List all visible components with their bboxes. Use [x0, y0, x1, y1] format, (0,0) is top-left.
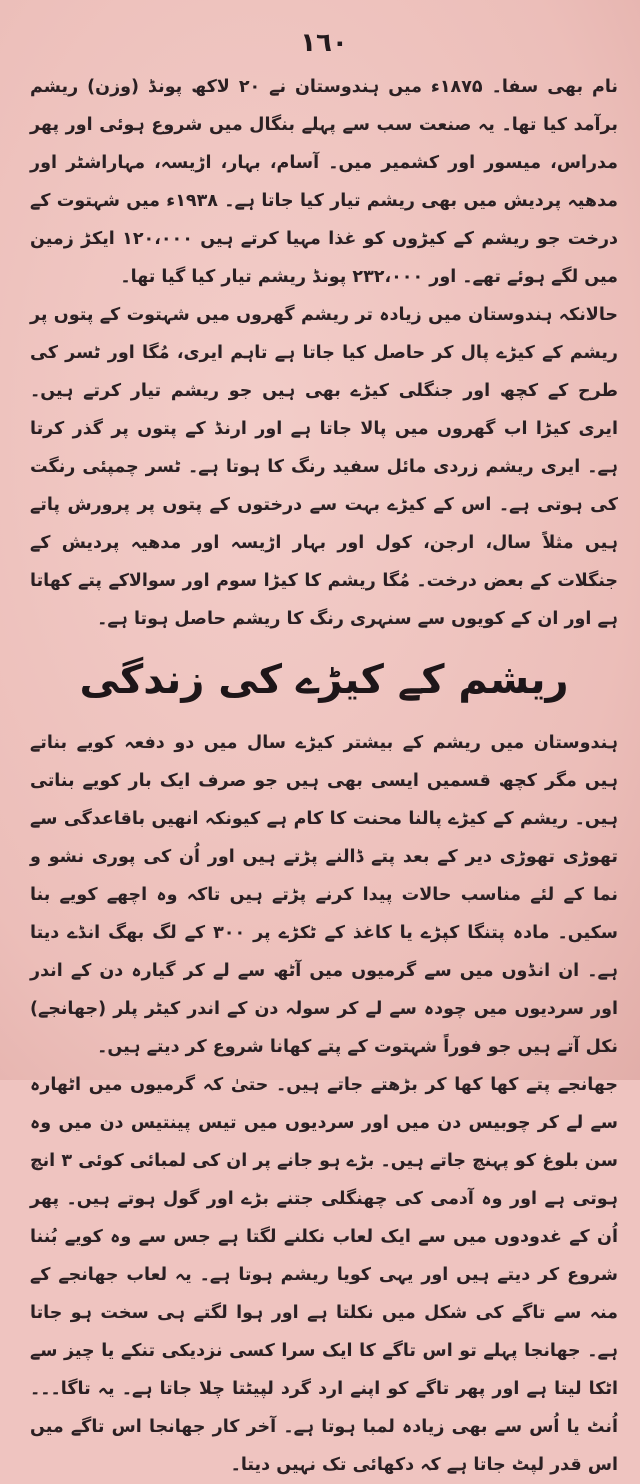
- page-number: ١٦٠: [300, 28, 348, 58]
- section-heading: ریشم کے کیڑے کی زندگی: [79, 657, 569, 703]
- paragraph: حالانکہ ہندوستان میں زیادہ تر ریشم گھروں میں شہتوت کے پتوں پر ریشم کے کیڑے پال کر حاصل کیا جاتا ہے تاہم ایری، مُگا اور ٹسر کی طرح کے کچھ اور جنگلی کیڑے بھی ہیں جو ریشم تیار کرتے ہیں۔ ایری کیڑا اب گھروں میں پالا جاتا ہے اور ارنڈ کے پتوں پر گذر کرتا ہے۔ ایری ریشم زردی مائل سفید رنگ کا ہوتا ہے۔ ٹسر چمپئی رنگت کی ہوتی ہے۔ اس کے کیڑے بہت سے درختوں کے پتوں پر پرورش پاتے ہیں مثلاً سال، ارجن، کول اور بہار اڑیسہ اور مدھیہ پردیش کے جنگلات کے بعض درخت۔ مُگا ریشم کا کیڑا سوم اور سوالاکے پتے کھاتا ہے اور ان کے کویوں سے سنہری رنگ کا ریشم حاصل ہوتا ہے۔: [30, 305, 618, 629]
- paragraph: نام بھی سفا۔ ۱۸۷۵ء میں ہندوستان نے ۲۰ لاکھ پونڈ (وزن) ریشم برآمد کیا تھا۔ یہ صنعت سب سے پہلے بنگال میں شروع ہوئی اور پھر مدراس، میسور اور کشمیر میں۔ آسام، بہار، اڑیسہ، مہاراشٹر اور مدھیہ پردیش میں بھی ریشم تیار کیا جاتا ہے۔ ۱۹۳۸ء میں شہتوت کے درخت جو ریشم کے کیڑوں کو غذا مہیا کرتے ہیں ۱۲۰،۰۰۰ ایکڑ زمین میں لگے ہوئے تھے۔ اور ۲۳۲،۰۰۰ پونڈ ریشم تیار کیا گیا تھا۔: [30, 77, 619, 287]
- paragraph: ہندوستان میں ریشم کے بیشتر کیڑے سال میں دو دفعہ کویے بناتے ہیں مگر کچھ قسمیں ایسی بھی ہیں جو صرف ایک بار کویے بناتی ہیں۔ ریشم کے کیڑے پالنا محنت کا کام ہے کیونکہ انھیں باقاعدگی سے تھوڑی تھوڑی دیر کے بعد پتے ڈالنے پڑتے ہیں اور اُن کی پوری نشو و نما کے لئے مناسب حالات پیدا کرنے پڑتے ہیں تاکہ وہ اچھے کویے بنا سکیں۔ مادہ پتنگا کپڑے یا کاغذ کے ٹکڑے پر ۳۰۰ کے لگ بھگ انڈے دیتا ہے۔ ان انڈوں میں سے گرمیوں میں آٹھ سے لے کر گیارہ دن کے اندر اور سردیوں میں چودہ سے لے کر سولہ دن کے اندر کیٹر پلر (جھانجے) نکل آتے ہیں جو فوراً شہتوت کے پتے کھانا شروع کر دیتے ہیں۔: [30, 733, 619, 1057]
- paragraph: جھانجے پتے کھا کھا کر بڑھتے جاتے ہیں۔ حتیٰ کہ گرمیوں میں اٹھارہ سے لے کر چوبیس دن میں اور سردیوں میں تیس پینتیس دن میں وہ سن بلوغ کو پہنچ جاتے ہیں۔ بڑے ہو جانے پر ان کی لمبائی کوئی ۳ انچ ہوتی ہے اور وہ آدمی کی چھنگلی جتنے بڑے اور گول ہوتے ہیں۔ پھر اُن کے غدودوں میں سے ایک لعاب نکلنے لگتا ہے جس سے وہ کویے بُننا شروع کر دیتے ہیں اور یہی کویا ریشم ہوتا ہے۔ یہ لعاب جھانجے کے منہ سے تاگے کی شکل میں نکلتا ہے اور ہوا لگتے ہی سخت ہو جاتا ہے۔ جھانجا پہلے تو اس تاگے کا ایک سرا کسی نزدیکی تنکے یا چیز سے اٹکا لیتا ہے اور پھر تاگے کو اپنے ارد گرد لپیٹتا چلا جاتا ہے۔ یہ تاگا۔۔۔ اُنٹ یا اُس سے بھی زیادہ لمبا ہوتا ہے۔ آخر کار جھانجا اس تاگے میں اس قدر لپٹ جاتا ہے کہ دکھائی تک نہیں دیتا۔: [30, 1075, 618, 1475]
- body-text-top: [30, 68, 618, 638]
- body-text-bottom: [30, 724, 618, 1484]
